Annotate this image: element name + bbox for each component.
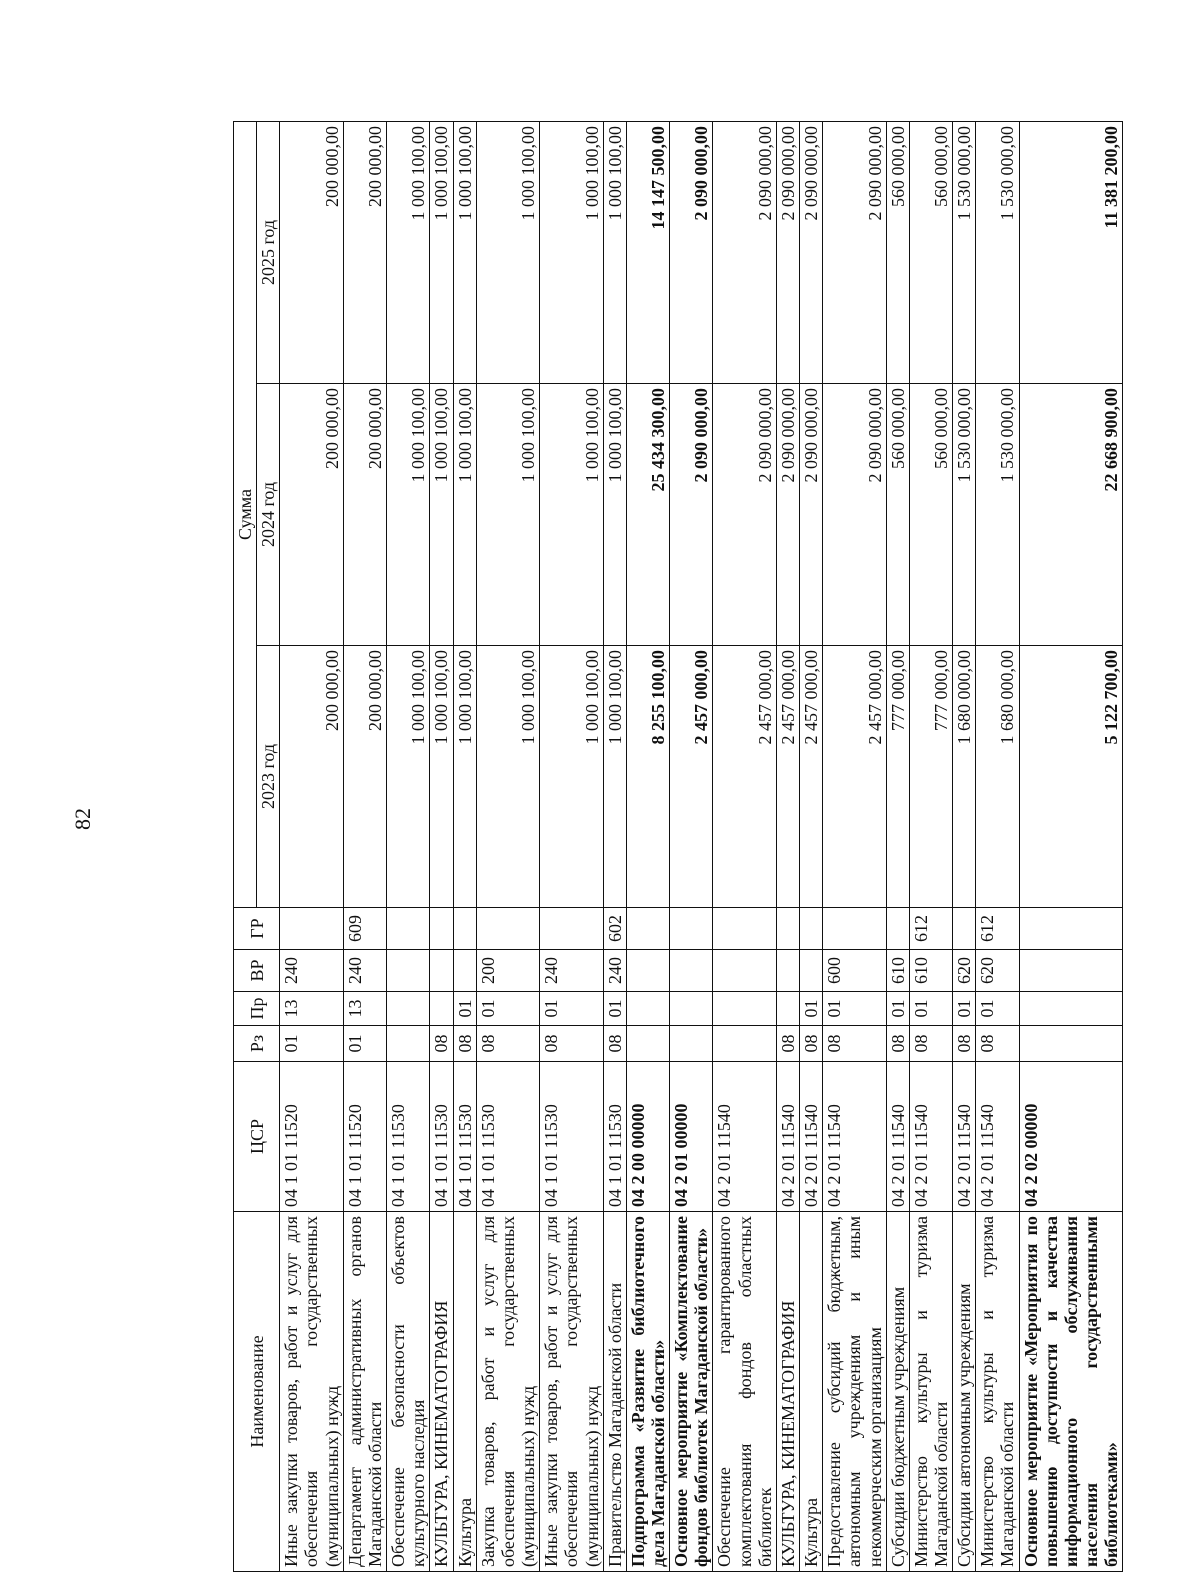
- cell-name: Иные закупки товаров, работ и услуг для обеспечения государственных (муниципальных) нужд: [540, 1212, 603, 1572]
- table-row: [387, 121, 430, 1571]
- cell-csr: 04 1 01 11530: [453, 1062, 476, 1212]
- cell-pr: 01: [453, 992, 476, 1026]
- cell-csr: 04 2 01 11540: [800, 1062, 823, 1212]
- cell-2024: 2 090 000,00: [823, 384, 886, 646]
- cell-vr: 240: [280, 950, 343, 992]
- cell-pr: 01: [476, 992, 539, 1026]
- cell-name: Основное мероприятие «Мероприятия по повышению доступности и качества информационного обслуживания населения государственными библиотеками»: [1019, 1212, 1123, 1572]
- cell-gr: [1019, 908, 1123, 950]
- cell-2025: 1 000 100,00: [430, 121, 453, 383]
- cell-name: Субсидии автономным учреждениям: [953, 1212, 976, 1572]
- cell-2024: 1 000 100,00: [430, 384, 453, 646]
- table-body: [280, 121, 1123, 1571]
- cell-2023: 2 457 000,00: [670, 646, 713, 908]
- cell-pr: 13: [280, 992, 343, 1026]
- cell-name: Обеспечение гарантированного комплектования фондов областных библиотек: [713, 1212, 776, 1572]
- cell-2023: 1 000 100,00: [476, 646, 539, 908]
- table-row: [909, 121, 952, 1571]
- cell-vr: 620: [953, 950, 976, 992]
- cell-2023: 1 000 100,00: [453, 646, 476, 908]
- cell-2025: 1 000 100,00: [540, 121, 603, 383]
- cell-2024: 1 530 000,00: [953, 384, 976, 646]
- table-row: [476, 121, 539, 1571]
- cell-2025: 1 000 100,00: [476, 121, 539, 383]
- cell-gr: [453, 908, 476, 950]
- cell-gr: [430, 908, 453, 950]
- cell-gr: [387, 908, 430, 950]
- table-row: [823, 121, 886, 1571]
- cell-2025: 1 000 100,00: [453, 121, 476, 383]
- header-rz: Рз: [234, 1026, 280, 1062]
- cell-vr: [776, 950, 799, 992]
- cell-2024: 560 000,00: [909, 384, 952, 646]
- cell-rz: 08: [909, 1026, 952, 1062]
- cell-name: КУЛЬТУРА, КИНЕМАТОГРАФИЯ: [430, 1212, 453, 1572]
- table-row: [626, 121, 669, 1571]
- cell-name: КУЛЬТУРА, КИНЕМАТОГРАФИЯ: [776, 1212, 799, 1572]
- cell-2025: 200 000,00: [280, 121, 343, 383]
- cell-2023: 200 000,00: [343, 646, 386, 908]
- cell-gr: 612: [976, 908, 1019, 950]
- cell-vr: [1019, 950, 1123, 992]
- cell-2024: 200 000,00: [343, 384, 386, 646]
- cell-rz: 08: [886, 1026, 909, 1062]
- cell-gr: [626, 908, 669, 950]
- cell-2023: 1 680 000,00: [953, 646, 976, 908]
- cell-gr: [540, 908, 603, 950]
- cell-csr: 04 1 01 11530: [476, 1062, 539, 1212]
- cell-gr: [776, 908, 799, 950]
- header-csr: ЦСР: [234, 1062, 280, 1212]
- cell-name: Культура: [453, 1212, 476, 1572]
- cell-name: Иные закупки товаров, работ и услуг для обеспечения государственных (муниципальных) нужд: [280, 1212, 343, 1572]
- cell-2024: 2 090 000,00: [670, 384, 713, 646]
- cell-2025: 1 530 000,00: [976, 121, 1019, 383]
- cell-2025: 14 147 500,00: [626, 121, 669, 383]
- cell-2024: 1 000 100,00: [540, 384, 603, 646]
- table-row: [976, 121, 1019, 1571]
- cell-gr: [823, 908, 886, 950]
- cell-pr: [713, 992, 776, 1026]
- cell-2025: 1 000 100,00: [387, 121, 430, 383]
- cell-rz: [387, 1026, 430, 1062]
- cell-csr: 04 2 01 11540: [776, 1062, 799, 1212]
- cell-vr: [430, 950, 453, 992]
- cell-2024: 560 000,00: [886, 384, 909, 646]
- cell-2023: 2 457 000,00: [823, 646, 886, 908]
- cell-csr: 04 2 01 11540: [953, 1062, 976, 1212]
- cell-pr: 01: [909, 992, 952, 1026]
- cell-vr: [670, 950, 713, 992]
- cell-csr: 04 1 01 11520: [343, 1062, 386, 1212]
- cell-gr: [886, 908, 909, 950]
- header-pr: Пр: [234, 992, 280, 1026]
- cell-csr: 04 2 01 00000: [670, 1062, 713, 1212]
- cell-rz: 01: [280, 1026, 343, 1062]
- cell-vr: [453, 950, 476, 992]
- cell-vr: 610: [886, 950, 909, 992]
- cell-pr: [430, 992, 453, 1026]
- cell-rz: 08: [430, 1026, 453, 1062]
- cell-2023: 1 000 100,00: [430, 646, 453, 908]
- cell-rz: 08: [800, 1026, 823, 1062]
- cell-gr: [713, 908, 776, 950]
- cell-vr: 610: [909, 950, 952, 992]
- cell-rz: [670, 1026, 713, 1062]
- cell-pr: 01: [603, 992, 626, 1026]
- header-sum: Сумма: [234, 121, 257, 907]
- cell-vr: [626, 950, 669, 992]
- cell-gr: [800, 908, 823, 950]
- header-2024: 2024 год: [257, 384, 280, 646]
- cell-vr: 240: [603, 950, 626, 992]
- cell-rz: 08: [976, 1026, 1019, 1062]
- cell-gr: [476, 908, 539, 950]
- cell-rz: [626, 1026, 669, 1062]
- cell-csr: 04 1 01 11530: [540, 1062, 603, 1212]
- header-vr: ВР: [234, 950, 280, 992]
- table-row: [280, 121, 343, 1571]
- cell-2023: 1 000 100,00: [387, 646, 430, 908]
- cell-csr: 04 1 01 11530: [387, 1062, 430, 1212]
- cell-rz: 01: [343, 1026, 386, 1062]
- cell-gr: [670, 908, 713, 950]
- table-row: [953, 121, 976, 1571]
- cell-pr: 01: [886, 992, 909, 1026]
- cell-pr: 01: [823, 992, 886, 1026]
- cell-pr: [670, 992, 713, 1026]
- cell-name: Обеспечение безопасности объектов культурного наследия: [387, 1212, 430, 1572]
- cell-vr: [387, 950, 430, 992]
- cell-rz: 08: [953, 1026, 976, 1062]
- cell-2023: 8 255 100,00: [626, 646, 669, 908]
- cell-2025: 2 090 000,00: [776, 121, 799, 383]
- cell-name: Субсидии бюджетным учреждениям: [886, 1212, 909, 1572]
- cell-pr: [387, 992, 430, 1026]
- cell-name: Основное мероприятие «Комплектование фондов библиотек Магаданской области»: [670, 1212, 713, 1572]
- cell-2023: 2 457 000,00: [776, 646, 799, 908]
- cell-pr: 01: [800, 992, 823, 1026]
- cell-2023: 2 457 000,00: [800, 646, 823, 908]
- cell-vr: 240: [343, 950, 386, 992]
- header-gr: ГР: [234, 908, 280, 950]
- cell-vr: [713, 950, 776, 992]
- rotated-table-container: [233, 122, 1123, 1572]
- cell-name: Предоставление субсидий бюджетным, автономным учреждениям и иным некоммерческим организациям: [823, 1212, 886, 1572]
- cell-2023: 1 680 000,00: [976, 646, 1019, 908]
- page-number: 82: [70, 808, 95, 830]
- header-2025: 2025 год: [257, 121, 280, 383]
- cell-2025: 2 090 000,00: [713, 121, 776, 383]
- cell-2025: 11 381 200,00: [1019, 121, 1123, 383]
- cell-csr: 04 2 01 11540: [886, 1062, 909, 1212]
- cell-rz: 08: [823, 1026, 886, 1062]
- cell-2025: 1 000 100,00: [603, 121, 626, 383]
- cell-rz: [713, 1026, 776, 1062]
- cell-gr: 612: [909, 908, 952, 950]
- cell-pr: 13: [343, 992, 386, 1026]
- cell-gr: [280, 908, 343, 950]
- cell-rz: [1019, 1026, 1123, 1062]
- table-row: [886, 121, 909, 1571]
- cell-pr: 01: [953, 992, 976, 1026]
- table-row: [800, 121, 823, 1571]
- budget-table: [233, 121, 1123, 1572]
- cell-csr: 04 2 01 11540: [909, 1062, 952, 1212]
- cell-2024: 1 000 100,00: [453, 384, 476, 646]
- cell-pr: 01: [540, 992, 603, 1026]
- table-row: [670, 121, 713, 1571]
- cell-name: Культура: [800, 1212, 823, 1572]
- cell-2024: 2 090 000,00: [800, 384, 823, 646]
- cell-2024: 1 000 100,00: [387, 384, 430, 646]
- table-row: [1019, 121, 1123, 1571]
- cell-2025: 2 090 000,00: [823, 121, 886, 383]
- table-row: [713, 121, 776, 1571]
- cell-2023: 1 000 100,00: [540, 646, 603, 908]
- cell-pr: [626, 992, 669, 1026]
- cell-2024: 1 000 100,00: [603, 384, 626, 646]
- cell-csr: 04 2 00 00000: [626, 1062, 669, 1212]
- cell-name: Министерство культуры и туризма Магаданской области: [976, 1212, 1019, 1572]
- cell-rz: 08: [476, 1026, 539, 1062]
- cell-vr: [800, 950, 823, 992]
- cell-2025: 2 090 000,00: [670, 121, 713, 383]
- cell-2023: 5 122 700,00: [1019, 646, 1123, 908]
- cell-pr: [1019, 992, 1123, 1026]
- cell-2025: 200 000,00: [343, 121, 386, 383]
- cell-csr: 04 2 02 00000: [1019, 1062, 1123, 1212]
- cell-pr: [776, 992, 799, 1026]
- cell-2025: 560 000,00: [909, 121, 952, 383]
- cell-pr: 01: [976, 992, 1019, 1026]
- cell-rz: 08: [603, 1026, 626, 1062]
- cell-2023: 777 000,00: [909, 646, 952, 908]
- cell-name: Подпрограмма «Развитие библиотечного дела Магаданской области»: [626, 1212, 669, 1572]
- cell-csr: 04 2 01 11540: [823, 1062, 886, 1212]
- cell-2024: 2 090 000,00: [713, 384, 776, 646]
- cell-gr: [953, 908, 976, 950]
- table-row: [603, 121, 626, 1571]
- cell-2025: 2 090 000,00: [800, 121, 823, 383]
- cell-2025: 560 000,00: [886, 121, 909, 383]
- header-2023: 2023 год: [257, 646, 280, 908]
- header-name: Наименование: [234, 1212, 280, 1572]
- cell-vr: 240: [540, 950, 603, 992]
- cell-2024: 1 530 000,00: [976, 384, 1019, 646]
- cell-rz: 08: [776, 1026, 799, 1062]
- cell-csr: 04 2 01 11540: [713, 1062, 776, 1212]
- cell-rz: 08: [453, 1026, 476, 1062]
- cell-name: Министерство культуры и туризма Магаданской области: [909, 1212, 952, 1572]
- table-row: [343, 121, 386, 1571]
- cell-csr: 04 1 01 11520: [280, 1062, 343, 1212]
- cell-vr: 600: [823, 950, 886, 992]
- cell-gr: 609: [343, 908, 386, 950]
- cell-2024: 2 090 000,00: [776, 384, 799, 646]
- cell-vr: 200: [476, 950, 539, 992]
- cell-gr: 602: [603, 908, 626, 950]
- cell-2025: 1 530 000,00: [953, 121, 976, 383]
- table-row: [540, 121, 603, 1571]
- cell-name: Правительство Магаданской области: [603, 1212, 626, 1572]
- cell-rz: 08: [540, 1026, 603, 1062]
- table-row: [776, 121, 799, 1571]
- cell-csr: 04 2 01 11540: [976, 1062, 1019, 1212]
- cell-name: Департамент административных органов Магаданской области: [343, 1212, 386, 1572]
- cell-csr: 04 1 01 11530: [430, 1062, 453, 1212]
- cell-vr: 620: [976, 950, 1019, 992]
- cell-2023: 2 457 000,00: [713, 646, 776, 908]
- cell-2023: 1 000 100,00: [603, 646, 626, 908]
- cell-2024: 22 668 900,00: [1019, 384, 1123, 646]
- cell-2023: 200 000,00: [280, 646, 343, 908]
- table-row: [453, 121, 476, 1571]
- table-row: [430, 121, 453, 1571]
- cell-2024: 1 000 100,00: [476, 384, 539, 646]
- cell-2024: 25 434 300,00: [626, 384, 669, 646]
- cell-name: Закупка товаров, работ и услуг для обеспечения государственных (муниципальных) нужд: [476, 1212, 539, 1572]
- cell-2023: 777 000,00: [886, 646, 909, 908]
- cell-csr: 04 1 01 11530: [603, 1062, 626, 1212]
- cell-2024: 200 000,00: [280, 384, 343, 646]
